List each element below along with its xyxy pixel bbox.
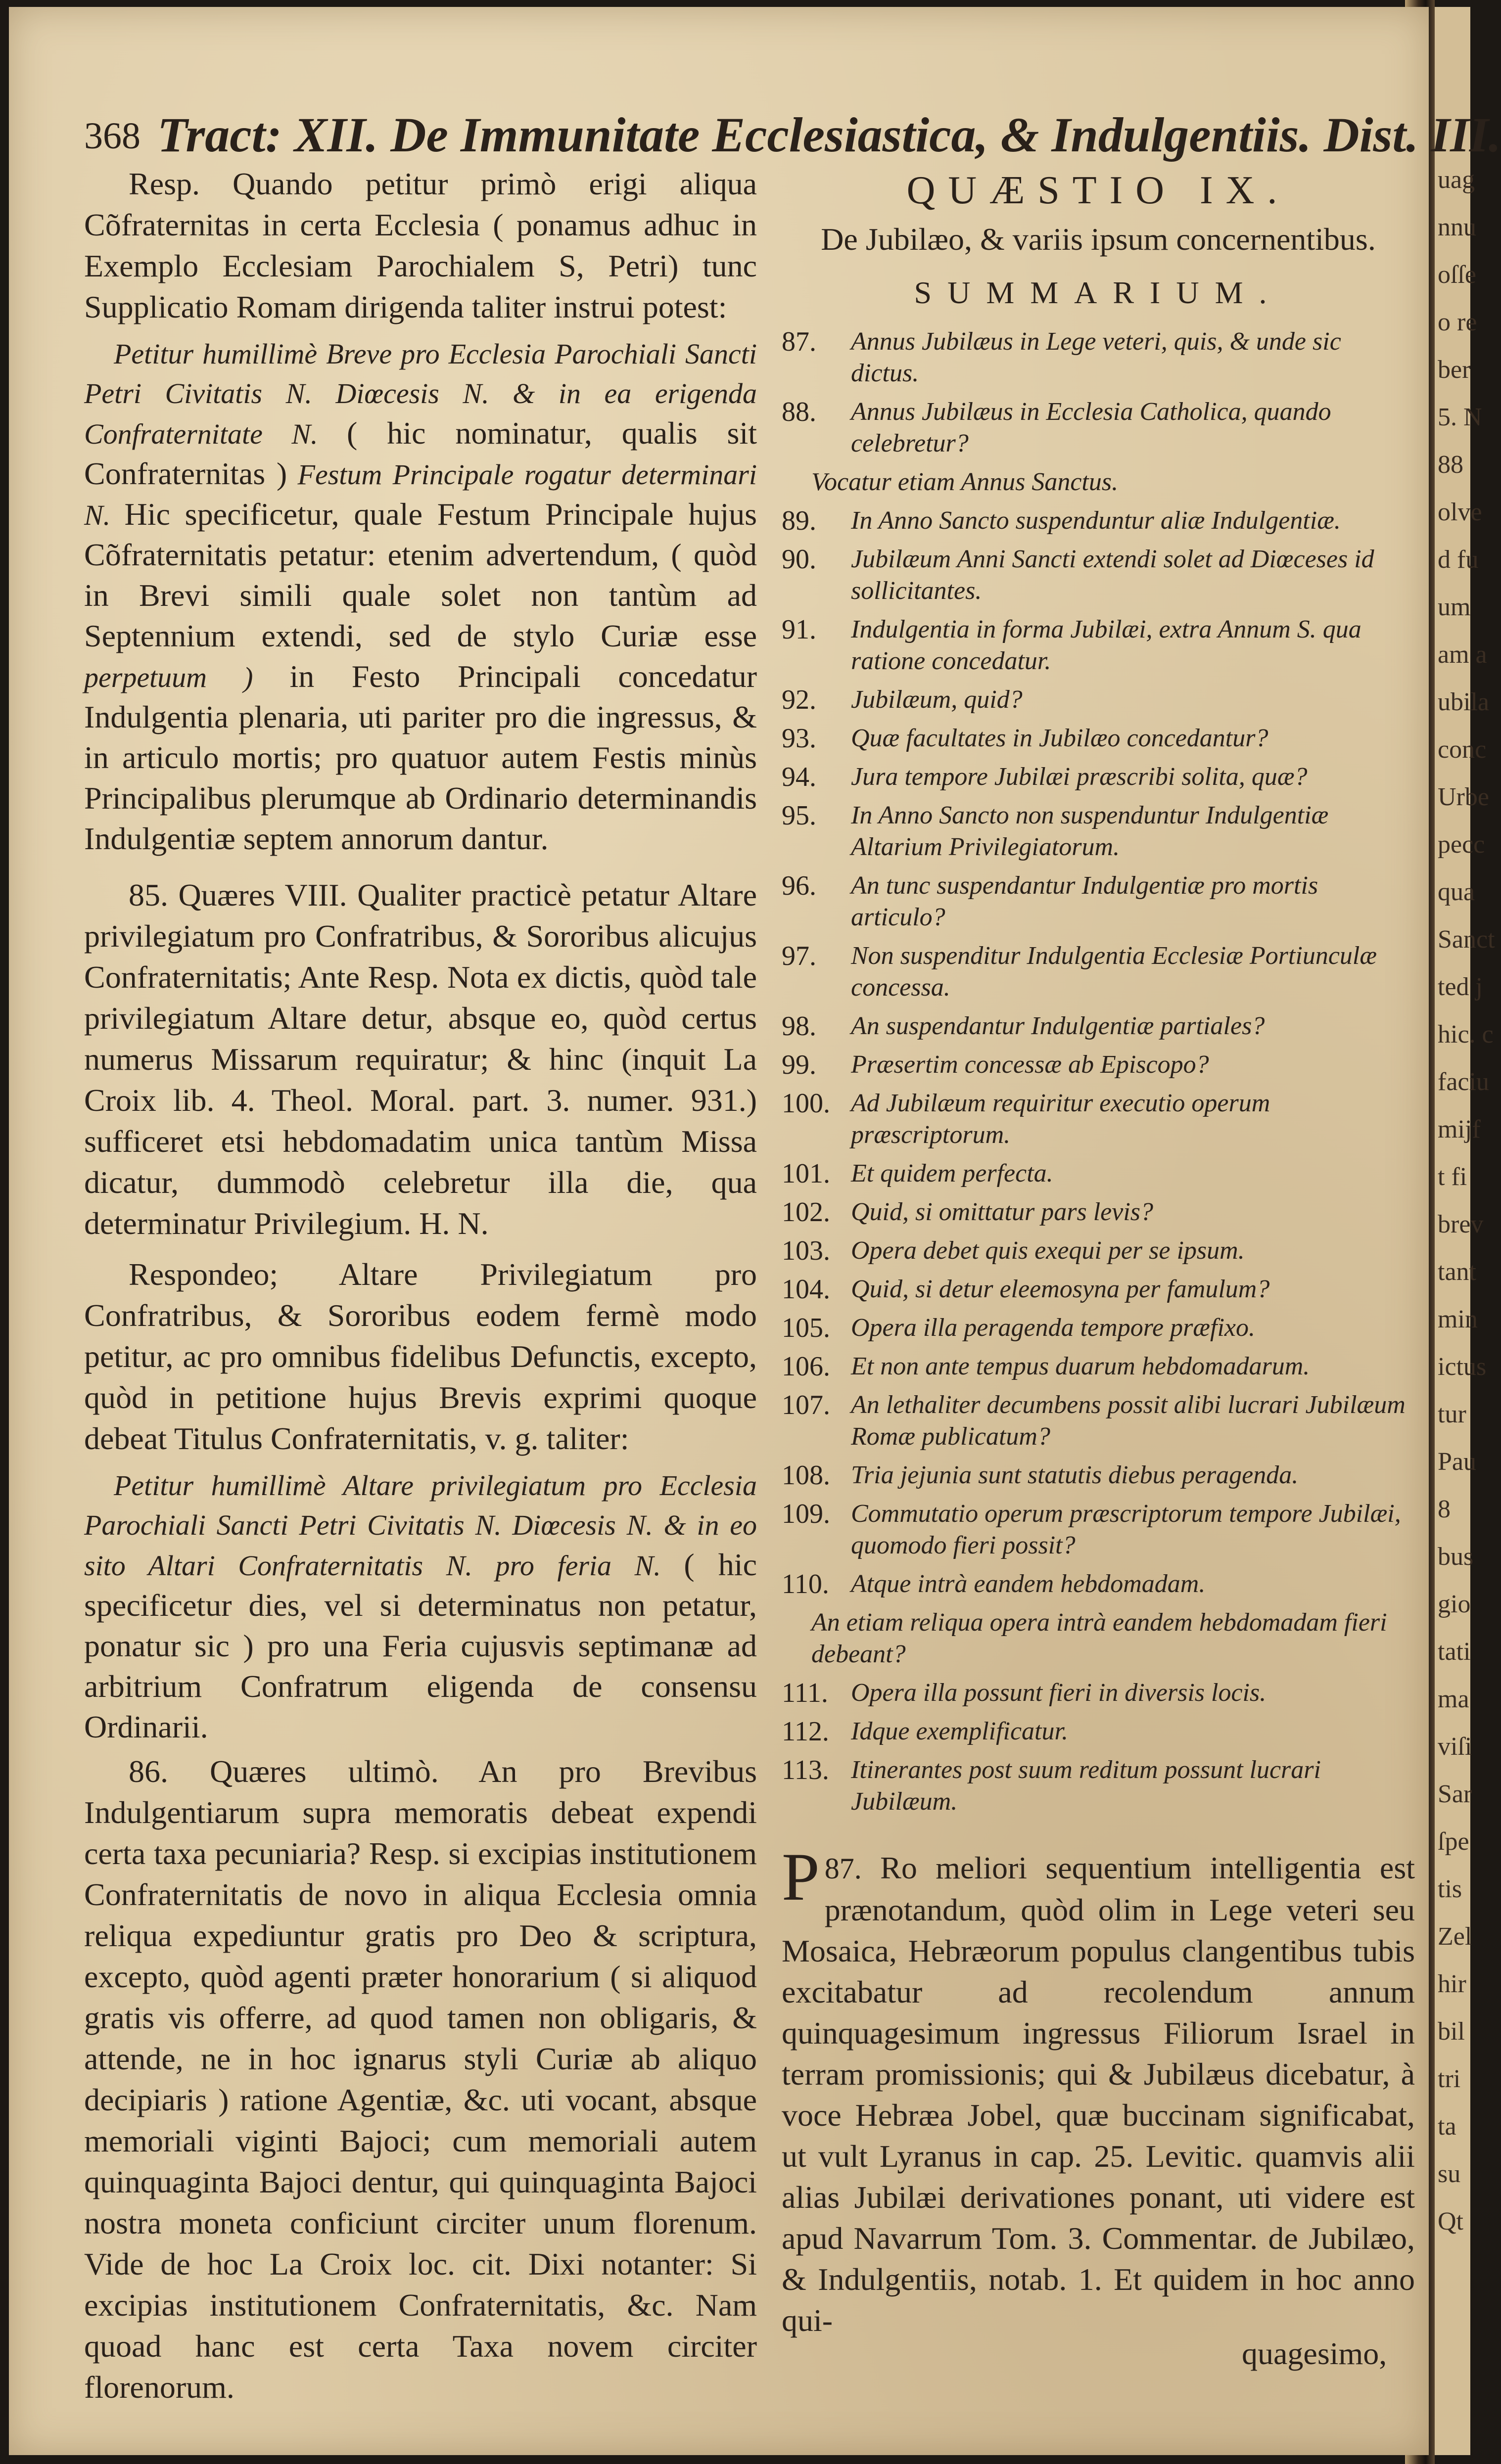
adjacent-page-fragment: 88 [1438, 451, 1463, 479]
adjacent-page-fragment: hir [1438, 1970, 1466, 1998]
summary-item [782, 1010, 1415, 1042]
summary-item-text: Tria jejunia sunt statutis diebus peragenda. [851, 1461, 1299, 1489]
page-number: 368 [84, 115, 141, 157]
summary-item [782, 1049, 1415, 1081]
adjacent-page-fragment: o re [1438, 308, 1477, 336]
summary-item-number: 108. [782, 1460, 830, 1491]
summary-item-text: In Anno Sancto suspenduntur aliæ Indulgentiæ. [851, 506, 1341, 535]
summary-item-number: 91. [782, 614, 816, 645]
drop-cap: P [782, 1839, 820, 1915]
adjacent-page-fragment: qua [1438, 878, 1475, 906]
summary-item-number: 103. [782, 1235, 830, 1266]
summary-item [782, 1716, 1415, 1747]
citation-altare [84, 1466, 757, 1748]
adjacent-page-fragment: ubila [1438, 688, 1489, 716]
catchword: quagesimo, [1242, 2336, 1387, 2371]
summary-item-number: 113. [782, 1755, 829, 1785]
paragraph-87 [782, 1839, 1415, 2341]
adjacent-page-fragment: Sar [1438, 1780, 1472, 1808]
adjacent-page-fragment: tati [1438, 1638, 1471, 1666]
summary-item [782, 1677, 1415, 1709]
summary-item-number: 102. [782, 1197, 830, 1228]
citation-remark-3: in Festo Principali concedatur Indulgentia plenaria, uti pariter pro die ingressus, & in articulo mortis; pro quatuor autem Festis minùs Principalibus plerumque ab Ordinario determinandis Indulgentiæ septem annorum dantur. [84, 659, 757, 856]
adjacent-page-fragment: 5. N [1438, 403, 1482, 431]
summary-item [782, 1460, 1415, 1491]
summary-item [782, 870, 1415, 933]
summary-title: SUMMARIUM. [914, 275, 1283, 310]
adjacent-page-fragment: min [1438, 1305, 1478, 1333]
summary-item [782, 1312, 1415, 1344]
adjacent-page-fragment: ta [1438, 2112, 1456, 2141]
paragraph-responsio: Resp. Quando petitur primò erigi aliqua Cõfraternitas in certa Ecclesia ( ponamus adhuc in Exemplo Ecclesiam Parochialem S, Petri) tunc Supplicatio Romam dirigenda taliter instrui potest: [84, 166, 757, 324]
summary-item-number: 98. [782, 1011, 816, 1042]
adjacent-page-fragment: conc [1438, 735, 1487, 764]
summary-item-text: Jura tempore Jubilæi præscribi solita, quæ? [851, 763, 1308, 791]
adjacent-page-fragment: olve [1438, 498, 1482, 526]
adjacent-page-fragment: bus [1438, 1543, 1474, 1571]
summary-item-text: Jubilæum, quid? [851, 685, 1023, 714]
citation-remark-2: Hic specificetur, quale Festum Principale hujus Cõfraternitatis petatur: etenim advertendum, ( quòd in Brevi simili quale solet non tantùm ad Septennium extendi, sed de stylo Curiæ esse [84, 497, 757, 653]
adjacent-page-fragment: su [1438, 2160, 1461, 2188]
citation-altare-remark: ( hic specificetur dies, vel si determinatus non petatur, ponatur sic ) pro una Feria cujusvis septimanæ ad arbitrium Confratrum eligenda de consensu Ordinarii. [84, 1547, 757, 1744]
citation-remark: ( hic nominatur, qualis sit Confraternitas ) [84, 415, 757, 491]
summary-item-text: An lethaliter decumbens possit alibi lucrari Jubilæum Romæ publicatum? [851, 1391, 1406, 1451]
adjacent-page-fragment: brev [1438, 1210, 1484, 1238]
summary-item-number: 96. [782, 870, 816, 901]
adjacent-page-fragment: Zel [1438, 1922, 1472, 1951]
citation-altare-text: Petitur humillimè Altare privilegiatum pro Ecclesia Parochiali Sancti Petri Civitatis N. Diœcesis N. & in eo sito Altari Confraternitatis N. pro feria N. [84, 1469, 757, 1582]
adjacent-page-fragment: Pau [1438, 1448, 1476, 1476]
adjacent-page-fragment: ted j [1438, 973, 1483, 1001]
summary-item [782, 723, 1415, 754]
summary-item-number: 106. [782, 1351, 830, 1382]
adjacent-page-fragment: oſſe [1438, 261, 1476, 289]
summary-item-text: Opera illa peragenda tempore præfixo. [851, 1314, 1255, 1342]
summary-item [782, 940, 1415, 1004]
adjacent-page-fragment: tur [1438, 1400, 1466, 1428]
paragraph-86: 86. Quæres ultimò. An pro Brevibus Indulgentiarum supra memoratis debeat expendi certa taxa pecuniaria? Resp. si excipias institutionem Confraternitatis de novo in aliqua Ecclesia omnia reliqua expediuntur gratis pro Deo & scriptura, excepto, quòd agenti præter honorarium ( si aliquod gratis vis offerre, ad quod tamen non obligaris, & attende, ne in hoc ignarus styli Curiæ ab aliquo decipiaris ) ratione Agentiæ, &c. uti vocant, absque memoriali viginti Bajoci; cum memoriali autem quinquaginta Bajoci dentur, qui quinquaginta Bajoci nostra moneta conficiunt circiter unum florenum. Vide de hoc La Croix loc. cit. Dixi notanter: Si excipias institutionem Confraternitatis, &c. Nam quoad hanc est certa Taxa novem circiter florenorum. [84, 1754, 757, 2405]
question-title: QUÆSTIO IX. [906, 169, 1290, 212]
adjacent-page-fragment: mijf [1438, 1115, 1481, 1143]
summary-item-number: 93. [782, 723, 816, 754]
summary-item [782, 761, 1415, 793]
summary-item-text: Jubilæum Anni Sancti extendi solet ad Diœceses id sollicitantes. [851, 545, 1374, 605]
summary-item-number: 104. [782, 1274, 830, 1305]
summary-item [782, 1498, 1415, 1561]
question-subtitle: De Jubilæo, & variis ipsum concernentibus. [821, 222, 1376, 257]
summary-item-text: Vocatur etiam Annus Sanctus. [811, 468, 1119, 496]
summary-item-text: An tunc suspendantur Indulgentiæ pro mortis articulo? [851, 871, 1318, 931]
summary-item-number [782, 466, 811, 498]
adjacent-page-fragment: ſpe [1438, 1827, 1469, 1856]
summary-item-number: 111. [782, 1678, 828, 1708]
summary-item [782, 1158, 1415, 1189]
summary-item-text: Præsertim concessæ ab Episcopo? [851, 1050, 1209, 1079]
summary-item-text: Quid, si detur eleemosyna per famulum? [851, 1275, 1270, 1303]
adjacent-page-fragment: hic. c [1438, 1020, 1494, 1049]
adjacent-page-fragment: d fu [1438, 546, 1479, 574]
adjacent-page-fragment: Sanct [1438, 925, 1495, 954]
summary-item [782, 1196, 1415, 1228]
summary-item [782, 1607, 1415, 1670]
summary-item [782, 505, 1415, 537]
summary-item-number [782, 1607, 811, 1670]
summary-item [782, 1389, 1415, 1453]
summary-item-text: Idque exemplificatur. [851, 1717, 1068, 1745]
summary-item-number: 90. [782, 544, 816, 575]
summary-item-number: 87. [782, 326, 816, 357]
adjacent-page-fragment: um [1438, 593, 1471, 621]
summary-item-number: 107. [782, 1390, 830, 1420]
summary-item [782, 1274, 1415, 1305]
summary-item-number: 88. [782, 397, 816, 427]
summary-item-text: Opera debet quis exequi per se ipsum. [851, 1236, 1245, 1265]
citation-text-festum: Festum Principale rogatur determinari N. [84, 458, 757, 531]
summary-item-text: An etiam reliqua opera intrà eandem hebdomadam fieri debeant? [811, 1608, 1387, 1668]
summary-item [782, 326, 1415, 389]
summary-item [782, 544, 1415, 607]
citation-text-perpetuum: perpetuum ) [84, 661, 253, 693]
summary-item [782, 1568, 1415, 1600]
summary-item-text: Indulgentia in forma Jubilæi, extra Annum S. qua ratione concedatur. [851, 615, 1361, 675]
summary-item [782, 614, 1415, 677]
summary-item-text: Non suspenditur Indulgentia Ecclesiæ Portiunculæ concessa. [851, 942, 1377, 1002]
citation-breve [84, 334, 757, 860]
adjacent-page-fragment: ber [1438, 356, 1471, 384]
paragraph-respondeo: Respondeo; Altare Privilegiatum pro Confratribus, & Sororibus eodem fermè modo petitur, ac pro omnibus fidelibus Defunctis, excepto, quòd in petitione hujus Brevis exprimi quoque debeat Titulus Confraternitatis, v. g. taliter: [84, 1257, 757, 1456]
summary-item-text: Annus Jubilæus in Lege veteri, quis, & unde sic dictus. [851, 327, 1341, 387]
summary-item-text: Quæ facultates in Jubilæo concedantur? [851, 724, 1268, 752]
left-column [84, 163, 757, 2415]
summary-item-text: Ad Jubilæum requiritur executio operum præscriptorum. [851, 1089, 1270, 1149]
summary-item-number: 95. [782, 800, 816, 831]
adjacent-page-fragment: uag [1438, 166, 1475, 194]
summary-list [782, 326, 1415, 1818]
adjacent-page-fragment: am a [1438, 640, 1487, 669]
summary-item [782, 684, 1415, 716]
adjacent-page-fragment: viſi [1438, 1733, 1472, 1761]
adjacent-page-fragment: ma [1438, 1685, 1469, 1713]
summary-item-text: Atque intrà eandem hebdomadam. [851, 1570, 1206, 1598]
summary-item [782, 1351, 1415, 1382]
running-title: Tract: XII. De Immunitate Ecclesiastica, & Indulgentiis. Dist. III. [157, 107, 1501, 162]
adjacent-page-fragment: tri [1438, 2065, 1461, 2093]
summary-item-text: Et quidem perfecta. [851, 1159, 1053, 1187]
summary-item [782, 396, 1415, 459]
summary-item-number: 99. [782, 1049, 816, 1080]
summary-item-number: 109. [782, 1499, 830, 1529]
summary-item-text: Commutatio operum præscriptorum tempore Jubilæi, quomodo fieri possit? [851, 1500, 1401, 1559]
adjacent-page-fragment: tant [1438, 1258, 1476, 1286]
summary-item-text: Quid, si omittatur pars levis? [851, 1198, 1154, 1226]
summary-item [782, 800, 1415, 863]
adjacent-page-fragment: pecc [1438, 830, 1485, 859]
summary-item-number: 97. [782, 941, 816, 971]
summary-item-number: 89. [782, 505, 816, 536]
adjacent-page-fragment: ictus [1438, 1353, 1487, 1381]
summary-item-number: 100. [782, 1088, 830, 1119]
adjacent-page-fragment: gio [1438, 1590, 1471, 1618]
running-header [84, 106, 1501, 162]
adjacent-page-fragment: tis [1438, 1875, 1462, 1903]
adjacent-page-fragment: 8 [1438, 1495, 1451, 1523]
adjacent-page-fragment: Urbe [1438, 783, 1489, 811]
adjacent-page-fragment: Qt [1438, 2207, 1463, 2236]
summary-item-text: Annus Jubilæus in Ecclesia Catholica, quando celebretur? [851, 398, 1331, 457]
summary-item-number: 94. [782, 762, 816, 792]
summary-item [782, 1754, 1415, 1818]
summary-item-number: 105. [782, 1313, 830, 1343]
summary-item [782, 1088, 1415, 1151]
summary-item-text: Opera illa possunt fieri in diversis locis. [851, 1679, 1266, 1707]
right-column [782, 163, 1415, 2341]
summary-item-text: Itinerantes post suum reditum possunt lucrari Jubilæum. [851, 1756, 1321, 1816]
adjacent-page-fragment: nnu [1438, 213, 1476, 241]
citation-text: Petitur humillimè Breve pro Ecclesia Parochiali Sancti Petri Civitatis N. Diœcesis N. & in ea erigenda Confraternitate N. [84, 338, 757, 450]
adjacent-page-fragment: bil [1438, 2017, 1465, 2046]
paragraph-87-text: Ro meliori sequentium intelligentia est prænotandum, quòd olim in Lege veteri seu Mosaica, Hebræorum populus clangentibus tubis excitabatur ad recolendum annum quinquagesimum ingressus Filiorum Israel in terram promissionis; qui & Jubilæus dicebatur, à voce Hebræa Jobel, quæ buccinam significabat, ut vult Lyranus in cap. 25. Levitic. quamvis alii alias Jubilæi derivationes ponant, uti videre est apud Navarrum Tom. 3. Commentar. de Jubilæo, & Indulgentiis, notab. 1. Et quidem in hoc anno qui- [782, 1850, 1415, 2338]
adjacent-page-fragment: t fi [1438, 1163, 1467, 1191]
paragraph-85: 85. Quæres VIII. Qualiter practicè petatur Altare privilegiatum pro Confratribus, & Sororibus alicujus Confraternitatis; Ante Resp. Nota ex dictis, quòd tale privilegiatum Altare detur, absque eo, quòd certus numerus Missarum requiratur; & hinc (inquit La Croix lib. 4. Theol. Moral. part. 3. numer. 931.) sufficeret etsi hebdomadatim unica tantùm Missa dicatur, dummodò celebretur illa die, qua determinatur Privilegium. H. N. [84, 877, 757, 1241]
summary-item-number: 101. [782, 1158, 830, 1189]
summary-item-number: 112. [782, 1716, 829, 1747]
summary-item [782, 1235, 1415, 1267]
summary-item [782, 466, 1415, 498]
summary-item-number: 110. [782, 1569, 829, 1599]
summary-item-text: In Anno Sancto non suspenduntur Indulgentiæ Altarium Privilegiatorum. [851, 801, 1329, 861]
summary-item-text: Et non ante tempus duarum hebdomadarum. [851, 1352, 1310, 1380]
summary-item-number: 92. [782, 684, 816, 715]
summary-item-text: An suspendantur Indulgentiæ partiales? [851, 1012, 1265, 1040]
adjacent-page-edge [1435, 7, 1495, 2455]
paragraph-87-number: 87. [824, 1852, 862, 1885]
adjacent-page-fragment: faciu [1438, 1068, 1489, 1096]
